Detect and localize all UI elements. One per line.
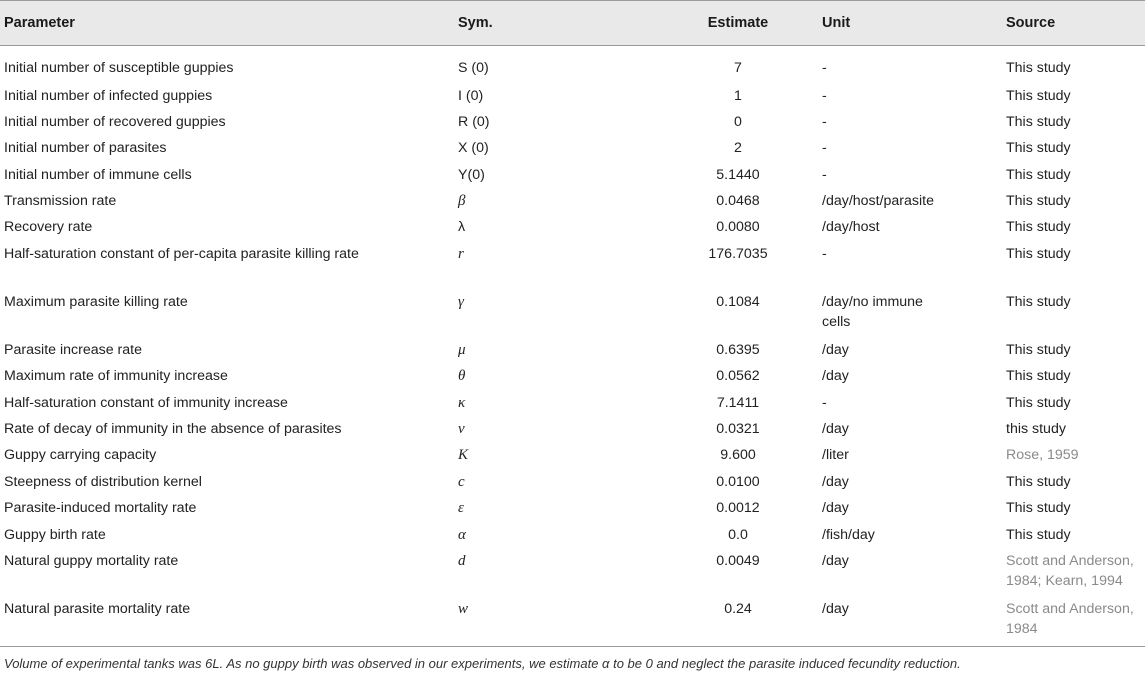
cell-sym: I (0) (458, 87, 484, 104)
cell-estimate: 7 (734, 60, 742, 76)
cell-unit: /liter (822, 447, 849, 464)
cell-parameter: Initial number of parasites (4, 140, 167, 157)
cell-source: This study (1006, 526, 1071, 543)
table-row (0, 415, 1145, 441)
cell-source: This study (1006, 500, 1071, 517)
cell-parameter: Steepness of distribution kernel (4, 473, 202, 490)
cell-source: This study (1006, 140, 1071, 157)
table-row (0, 547, 1145, 595)
cell-estimate: 0.0468 (716, 193, 760, 210)
table-row (0, 362, 1145, 388)
cell-unit: /day (818, 595, 1002, 647)
cell-unit: - (822, 60, 827, 76)
cell-parameter: Initial number of infected guppies (4, 87, 213, 104)
table-body (0, 46, 1145, 647)
cell-source: this study (1006, 421, 1066, 438)
cell-estimate: 0.0100 (716, 473, 760, 490)
header-parameter: Parameter (0, 1, 454, 46)
cell-estimate: 0 (734, 113, 742, 130)
cell-estimate: 0.0562 (716, 368, 760, 385)
cell-parameter: Maximum rate of immunity increase (4, 368, 228, 385)
cell-parameter: Half-saturation constant of immunity increase (4, 394, 288, 411)
table-row (0, 82, 1145, 108)
cell-source: This study (1006, 368, 1071, 385)
cell-sym: ε (458, 500, 464, 517)
cell-unit: /day (822, 500, 849, 517)
cell-sym: w (458, 600, 469, 617)
cell-unit: - (822, 394, 827, 411)
table-row (0, 595, 1145, 647)
cell-estimate: 0.6395 (716, 341, 760, 358)
cell-source-citation: Scott and Anderson, 1984; Kearn, 1994 (1006, 552, 1134, 589)
cell-source: This study (1006, 394, 1071, 411)
cell-source-citation: Scott and Anderson, 1984 (1002, 595, 1145, 647)
cell-parameter: Half-saturation constant of per-capita parasite killing rate (4, 245, 359, 262)
table-row (0, 108, 1145, 134)
cell-unit: - (822, 140, 827, 157)
cell-source: This study (1006, 87, 1071, 104)
header-row (0, 1, 1145, 46)
cell-estimate: 0.24 (658, 595, 818, 647)
header-estimate: Estimate (658, 1, 818, 46)
table-row (0, 468, 1145, 494)
table-row (0, 494, 1145, 520)
table-row (0, 336, 1145, 362)
cell-source: This study (1006, 341, 1071, 358)
cell-estimate: 5.1440 (716, 166, 760, 183)
cell-sym: R (0) (458, 113, 490, 130)
cell-sym: r (458, 245, 464, 262)
cell-parameter: Parasite increase rate (4, 341, 143, 358)
cell-sym: d (458, 552, 466, 569)
cell-estimate: 7.1411 (716, 394, 760, 411)
cell-parameter: Maximum parasite killing rate (4, 293, 188, 310)
cell-sym: α (458, 526, 466, 543)
table-row (0, 134, 1145, 160)
cell-estimate: 0.0080 (716, 219, 760, 236)
header-source: Source (1002, 1, 1145, 46)
cell-sym: κ (458, 394, 466, 411)
cell-source: This study (1006, 113, 1071, 130)
cell-sym: S (0) (458, 60, 489, 76)
table-row (0, 521, 1145, 547)
table-row (0, 161, 1145, 187)
cell-unit: - (822, 245, 827, 262)
cell-sym: ν (458, 421, 465, 438)
cell-unit: /day/host/parasite (822, 193, 934, 210)
cell-unit: - (822, 87, 827, 104)
cell-parameter: Rate of decay of immunity in the absence of parasites (4, 421, 342, 438)
cell-source: This study (1006, 193, 1071, 210)
cell-parameter: Transmission rate (4, 193, 117, 210)
cell-sym: Y(0) (458, 166, 485, 183)
cell-sym: θ (458, 368, 466, 385)
cell-source: This study (1006, 219, 1071, 236)
cell-unit: /day (822, 552, 849, 569)
cell-parameter: Parasite-induced mortality rate (4, 500, 197, 517)
cell-unit: /day (822, 341, 849, 358)
cell-sym: c (458, 473, 465, 490)
cell-source: This study (1006, 293, 1071, 310)
cell-sym: λ (458, 219, 466, 236)
cell-estimate: 2 (734, 140, 742, 157)
cell-unit: - (822, 166, 827, 183)
cell-unit: /day (822, 473, 849, 490)
table-row (0, 187, 1145, 213)
cell-sym: γ (458, 293, 464, 310)
table-row (0, 46, 1145, 82)
cell-parameter: Recovery rate (4, 219, 93, 236)
cell-sym: K (458, 447, 469, 464)
cell-unit: /day (822, 421, 849, 438)
cell-estimate: 0.1084 (716, 293, 760, 310)
cell-source-citation: Rose, 1959 (1006, 447, 1079, 464)
table-row (0, 389, 1145, 415)
table-row (0, 441, 1145, 467)
cell-parameter: Natural parasite mortality rate (0, 595, 454, 647)
cell-estimate: 9.600 (720, 447, 756, 464)
table-row (0, 288, 1145, 336)
cell-source: This study (1006, 60, 1071, 76)
cell-parameter: Initial number of recovered guppies (4, 113, 226, 130)
table-header (0, 1, 1145, 46)
cell-parameter: Initial number of immune cells (4, 166, 192, 183)
cell-unit: - (822, 113, 827, 130)
cell-sym: X (0) (458, 140, 489, 157)
cell-estimate: 0.0 (728, 526, 748, 543)
cell-estimate: 1 (734, 87, 742, 104)
cell-sym: β (458, 193, 466, 210)
table-row (0, 213, 1145, 239)
cell-parameter: Guppy carrying capacity (4, 447, 157, 464)
cell-estimate: 0.0049 (716, 552, 760, 569)
cell-unit: /fish/day (822, 526, 875, 543)
header-unit: Unit (818, 1, 1002, 46)
cell-parameter: Natural guppy mortality rate (4, 552, 179, 569)
table-row (0, 240, 1145, 288)
cell-unit: /day/no immune cells (822, 293, 923, 330)
cell-estimate: 176.7035 (708, 245, 768, 262)
header-sym: Sym. (454, 1, 658, 46)
cell-sym: μ (458, 341, 466, 358)
cell-parameter: Initial number of susceptible guppies (4, 60, 234, 76)
cell-estimate: 0.0012 (716, 500, 760, 517)
cell-unit: /day (822, 368, 849, 385)
cell-parameter: Guppy birth rate (4, 526, 106, 543)
cell-estimate: 0.0321 (716, 421, 760, 438)
cell-source: This study (1006, 245, 1071, 262)
cell-unit: /day/host (822, 219, 880, 236)
cell-source: This study (1006, 473, 1071, 490)
cell-source: This study (1006, 166, 1071, 183)
table-footnote: Volume of experimental tanks was 6L. As no guppy birth was observed in our experiments, we estimate α to be 0 and neglect the parasite induced fecundity reduction. (4, 656, 961, 672)
